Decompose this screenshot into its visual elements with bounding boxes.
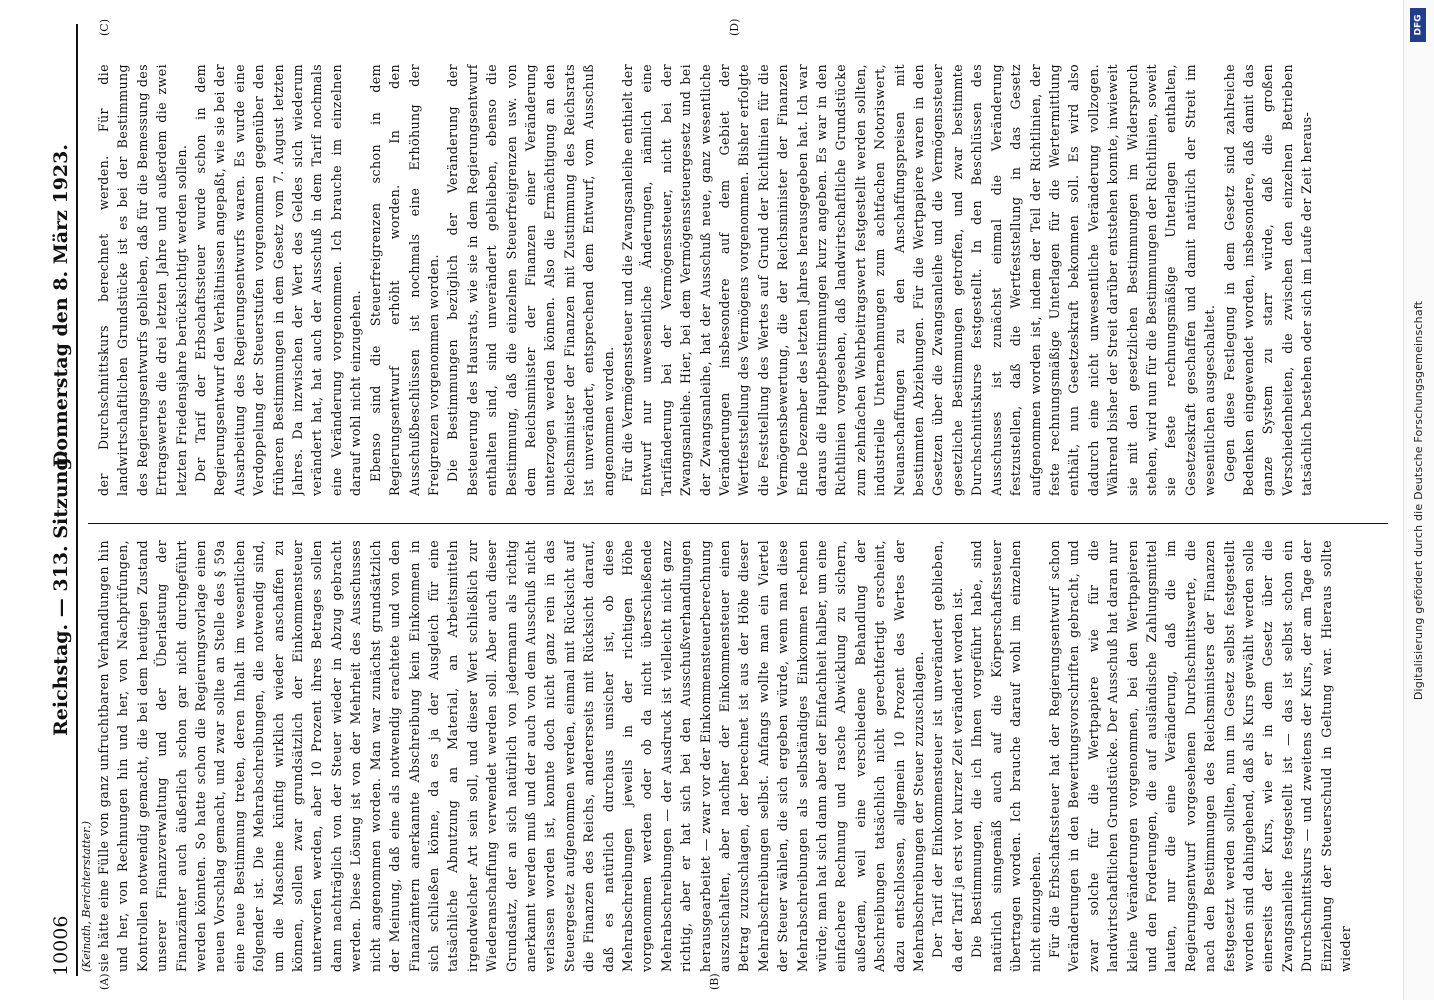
- paragraph: Die Bestimmungen bezüglich der Veränderung der Besteuerung des Hausrats, wie sie in dem Regierungsentwurf enthalten sind, sind unverändert geblieben, ebenso die Bestimmung, daß die einzelnen Steuerfreigrenzen usw. von dem Reichsminister der Finanzen einer Veränderung unterzogen werden können. Also die Ermächtigung an den Reichsminister der Finanzen mit Zustimmung des Reichsrats ist unverändert, entsprechend dem Entwurf, vom Ausschuß angenommen worden.: [445, 64, 616, 496]
- paragraph: Für die Vermögenssteuer und die Zwangsanleihe enthielt der Entwurf nur unwesentliche Änderungen, nämlich eine Tarifänderung bei der Vermögenssteuer, nicht bei der Zwangsanleihe. Hier, bei dem Vermögenssteuergesetz und bei der Zwangsanleihe, hat der Ausschuß neue, ganz wesentliche Veränderungen insbesondere auf dem Gebiet der Wertfeststellung des Vermögens vorgenommen. Bisher erfolgte die Feststellung des Wertes auf Grund der Richtlinien für die Vermögensbewertung, die der Reichsminister der Finanzen Ende Dezember des letzten Jahres herausgegeben hat. Ich war daraus die Hauptbestimmungen kurz angeben. Es war in den Richtlinien vorgesehen, daß landwirtschaftliche Grundstücke zum zehnfachen Wehrbeitragswert festgestellt werden sollten, industrielle Unternehmungen zum achtfachen Notoriswert, Neuanschaffungen zu den Anschaffungspreisen mit bestimmten Abziehungen. Für die Wertpapiere waren in den Gesetzen über die Zwangsanleihe und die Vermögenssteuer gesetzliche Bestimmungen getroffen, und zwar bestimmte Durchschnittskurse festgestellt. In den Beschlüssen des Ausschusses ist zunächst einmal die Veränderung festzustellen, daß die Wertfeststellung in das Gesetz aufgenommen worden ist, indem der Teil der Richtlinien, der feste rechnungsmäßige Unterlagen für die Wertermittlung enthält, nun Gesetzeskraft bekommen soll. Es wird also dadurch eine nicht unwesentliche Veränderung vollzogen. Während bisher der Streit darüber entstehen konnte, inwieweit sie mit den gesetzlichen Bestimmungen im Widerspruch stehen, wird nun für die Bestimmungen der Richtlinien, soweit sie feste rechnungsmäßige Unterlagen enthalten, Gesetzeskraft geschaffen und damit natürlich der Streit im wesentlichen ausgeschaltet.: [619, 64, 1218, 496]
- page-frame: [28, 6, 1400, 994]
- watermark-text: Digitalisierung gefördert durch die Deutsche Forschungsgemeinschaft: [1412, 300, 1426, 700]
- left-column: [94, 540, 1384, 972]
- reporter-note: (Keinath, Berichterstatter.): [80, 821, 93, 972]
- watermark-strip: [1403, 0, 1434, 1000]
- paragraph: Der Tarif der Einkommensteuer ist unverändert geblieben, da der Tarif ja erst vor kurzer Zeit verändert worden ist.: [930, 540, 965, 972]
- page-header: [42, 24, 78, 976]
- paragraph: Die Bestimmungen, die ich Ihnen vorgeführt habe, sind natürlich sinngemäß auch auf die Körperschaftssteuer übertragen worden. Ich brauche darauf wohl im einzelnen nicht einzugehen.: [969, 540, 1043, 972]
- paragraph: Der Tarif der Erbschaftssteuer wurde schon in dem Regierungsentwurf den Verhältnissen angepaßt, wie sie bei der Ausarbeitung des Regierungsentwurfs waren. Es wurde eine Verdoppelung der Steuerstufen vorgenommen gegenüber den früheren Bestimmungen in dem Gesetz vom 7. August letzten Jahres. Da inzwischen der Wert des Geldes sich wiederum verändert hat, hat auch der Ausschuß in dem Tarif nochmals eine Veränderung vorgenommen. Ich brauche im einzelnen darauf wohl nicht einzugehen.: [193, 64, 364, 496]
- session-date: Donnerstag den 8. März 1923.: [50, 144, 72, 468]
- paragraph: Ebenso sind die Steuerfreigrenzen schon in dem Regierungsentwurf erhöht worden. In den Ausschußbeschlüssen ist nochmals eine Erhöhung der Freigrenzen vorgenommen worden.: [367, 64, 441, 496]
- margin-mark-b: (B): [708, 973, 721, 990]
- document-page: [28, 6, 1400, 994]
- paragraph: Für die Erbschaftssteuer hat der Regierungsentwurf schon Veränderungen in den Bewertungsvorschriften gebracht, und zwar solche für die Wertpapiere wie für die landwirtschaftlichen Grundstücke. Der Ausschuß hat daran nur kleine Veränderungen vorgenommen, bei den Wertpapieren und den Forderungen, die auf ausländische Zahlungsmittel lauten, nur die eine Veränderung, daß die im Regierungsentwurf vorgesehenen Durchschnittswerte, die nach den Bestimmungen des Reichsministers der Finanzen festgesetzt werden sollten, nun im Gesetz selbst festgestellt worden sind dahingehend, daß als Kurs gewählt werden solle einerseits der Kurs, wie er in dem Gesetz über die Zwangsanleihe festgestellt ist — das ist selbst schon ein Durchschnittskurs — und zweitens der Kurs, der am Tage der Einziehung der Steuerschuld in Geltung war. Hieraus sollte wieder: [1046, 540, 1353, 972]
- paragraph: der Durchschnittskurs berechnet werden. Für die landwirtschaftlichen Grundstücke ist es bei der Bestimmung des Regierungsentwurfs geblieben, daß für die Bemessung des Ertragswertes die drei letzten Jahre und außerdem die zwei letzten Friedensjahre berücksichtigt werden sollen.: [96, 64, 189, 496]
- paragraph: Gegen diese Festlegung in dem Gesetz sind zahlreiche Bedenken eingewendet worden, insbesondere, daß damit das ganze System zu starr würde, daß die großen Verschiedenheiten, die zwischen den einzelnen Betrieben tatsächlich bestehen oder sich im Laufe der Zeit heraus-: [1221, 64, 1315, 496]
- margin-mark-d: (D): [728, 18, 741, 36]
- column-divider: [88, 523, 1388, 524]
- paragraph: sie hätte eine Fülle von ganz unfruchtbaren Verhandlungen hin und her, von Rechnungen hin und her, von Nachprüfungen, Kontrollen notwendig gemacht, die bei dem heutigen Zustand unserer Finanzverwaltung und der Überlastung der Finanzämter auch äußerlich schon gar nicht durchgeführt werden könnten. So hatte schon die Regierungsvorlage einen neuen Vorschlag gemacht, und zwar sollte an Stelle des § 59a eine neue Bestimmung treten, deren Inhalt im wesentlichen folgender ist. Die Mehrabschreibungen, die notwendig sind, um die Maschine künftig wirklich wieder anschaffen zu können, sollen zwar grundsätzlich der Einkommensteuer unterworfen werden, aber 10 Prozent ihres Betrages sollen dann nachträglich von der Steuer wieder in Abzug gebracht werden. Diese Lösung ist von der Mehrheit des Ausschusses nicht angenommen worden. Man war zunächst grundsätzlich der Meinung, daß eine als notwendig erachtete und von den Finanzämtern anerkannte Abschreibung kein Einkommen in sich schließen könne, da es ja der Ausgleich für eine tatsächliche Abnutzung an Material, an Arbeitsmitteln irgendwelcher Art sein soll, und dieser Wert schließlich zur Wiederanschaffung verwendet werden soll. Aber auch dieser Grundsatz, der an sich natürlich von jedermann als richtig anerkannt werden muß und der auch von dem Ausschuß nicht verlassen worden ist, konnte doch nicht ganz rein in das Steuergesetz aufgenommen werden, einmal mit Rücksicht auf die Finanzen des Reichs, andererseits mit Rücksicht darauf, daß es natürlich durchaus unsicher ist, ob diese Mehrabschreibungen jeweils in der richtigen Höhe vorgenommen werden oder ob da nicht überschießende Mehrabschreibungen — der Ausdruck ist vielleicht nicht ganz richtig, aber er hat sich bei den Ausschußverhandlungen herausgearbeitet — zwar vor der Einkommensteuerberechnung auszuschalten, aber nachher der Einkommensteuer einen Betrag zuzuschlagen, der berechnet ist aus der Höhe dieser Mehrabschreibungen selbst. Anfangs wollte man ein Viertel der Steuer wählen, die sich ergeben würde, wenn man diese Mehrabschreibungen als selbständiges Einkommen rechnen würde; man hat sich dann aber der Einfachheit halber, um eine einfachere Rechnung und rasche Abwicklung zu sichern, außerdem, weil eine verschiedene Behandlung der Abschreibungen tatsächlich nicht gerechtfertigt erscheint, dazu entschlossen, allgemein 10 Prozent des Wertes der Mehrabschreibungen der Steuer zuzuschlagen.: [96, 540, 927, 972]
- page-number: 10006: [50, 915, 72, 976]
- dfg-logo: DFG: [1410, 8, 1426, 42]
- right-column: [94, 64, 1384, 496]
- margin-mark-a: (A): [98, 973, 111, 990]
- margin-mark-c: (C): [98, 19, 111, 36]
- session-title: Reichstag. — 313. Sitzung.: [50, 450, 72, 736]
